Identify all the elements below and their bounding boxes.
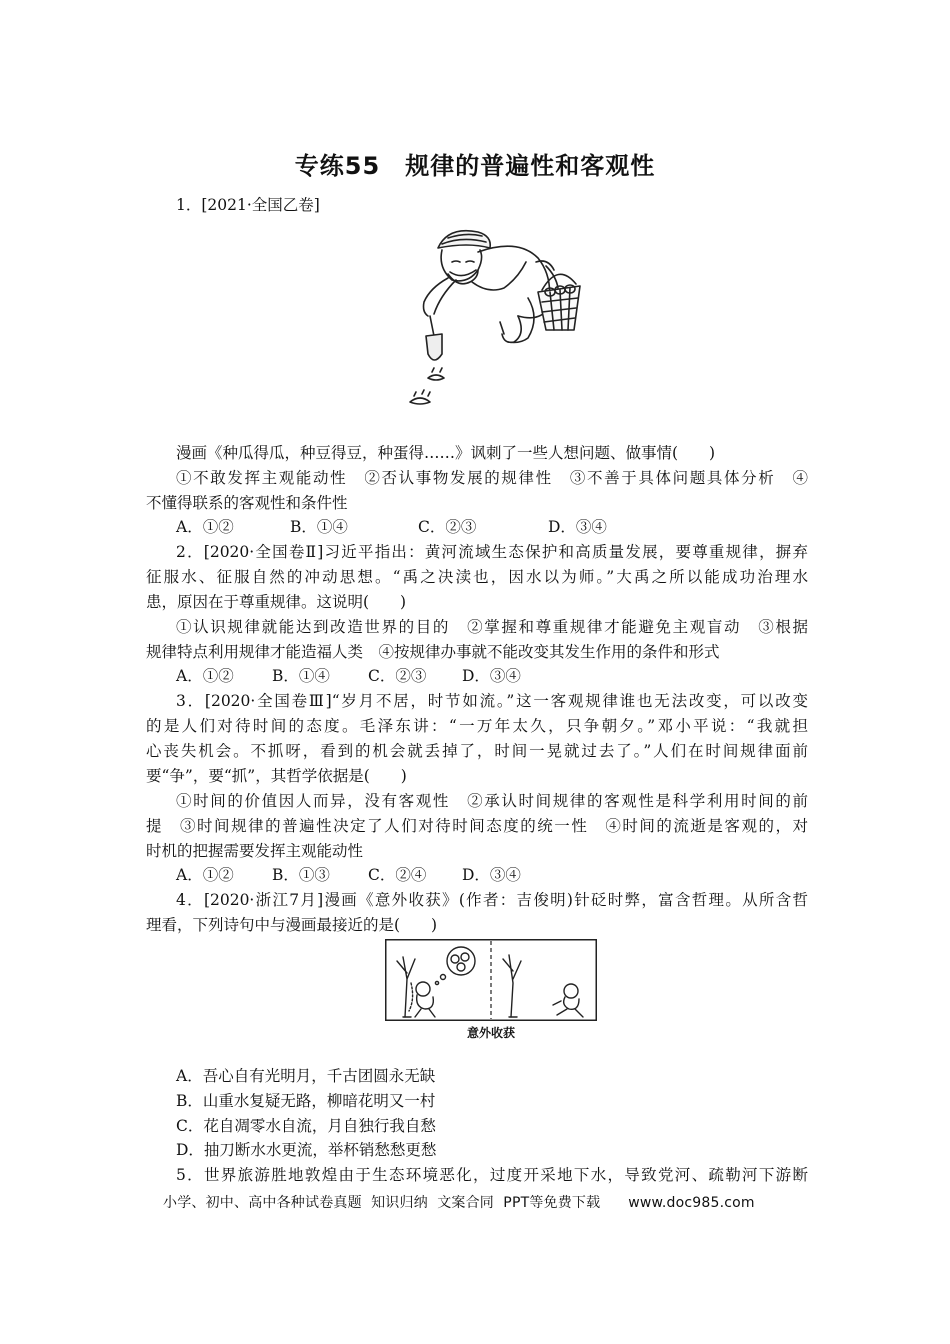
q1-items-line2: 不懂得联系的客观性和条件性	[146, 494, 348, 512]
page-title: 专练55 规律的普遍性和客观性	[294, 152, 656, 180]
q3-line4: 要“争”，要“抓”，其哲学依据是( )	[146, 767, 407, 785]
q4-line1: 4．[2020·浙江7月]漫画《意外收获》(作者：吉俊明)针砭时弊，富含哲理。从所含哲	[176, 891, 808, 909]
q3-option-d: D．③④	[462, 866, 521, 884]
q4-option-d: D．抽刀断水水更流，举杯销愁愁更愁	[176, 1141, 437, 1159]
q2-option-b: B．①④	[272, 667, 330, 685]
q2-items-line1: ①认识规律就能达到改造世界的目的 ②掌握和尊重规律才能避免主观盲动 ③根据	[176, 618, 808, 636]
cartoon-unexpected-harvest-image	[385, 939, 597, 1021]
q2-line1: 2．[2020·全国卷Ⅱ]习近平指出：黄河流域生态保护和高质量发展，要尊重规律，摒弃	[176, 543, 808, 561]
q1-option-c: C．②③	[418, 518, 477, 536]
q3-line1: 3．[2020·全国卷Ⅲ]“岁月不居，时节如流。”这一客观规律谁也无法改变，可以改变	[176, 692, 808, 710]
q4-option-c: C．花自凋零水自流，月自独行我自愁	[176, 1117, 436, 1135]
q3-items-line1: ①时间的价值因人而异，没有客观性 ②承认时间规律的客观性是科学利用时间的前	[176, 792, 808, 810]
q1-head: 1．[2021·全国乙卷]	[176, 196, 320, 214]
q3-items-line3: 时机的把握需要发挥主观能动性	[146, 842, 364, 860]
q1-option-b: B．①④	[290, 518, 348, 536]
q1-items-line1: ①不敢发挥主观能动性 ②否认事物发展的规律性 ③不善于具体问题具体分析 ④	[176, 469, 808, 487]
q5-line1: 5．世界旅游胜地敦煌由于生态环境恶化，过度开采地下水，导致党河、疏勒河下游断	[176, 1166, 808, 1184]
q3-option-b: B．①③	[272, 866, 330, 884]
q1-option-d: D．③④	[548, 518, 607, 536]
q4-line2: 理看，下列诗句中与漫画最接近的是( )	[146, 916, 438, 934]
q2-option-a: A．①②	[176, 667, 234, 685]
q1-option-a: A．①②	[176, 518, 234, 536]
page-footer: 小学、初中、高中各种试卷真题 知识归纳 文案合同 PPT等免费下载 www.doc985.com	[163, 1195, 755, 1211]
q1-stem: 漫画《种瓜得瓜，种豆得豆，种蛋得……》讽刺了一些人想问题、做事情( )	[176, 444, 716, 462]
q3-items-line2: 提 ③时间规律的普遍性决定了人们对待时间态度的统一性 ④时间的流逝是客观的，对	[146, 817, 808, 835]
q2-line3: 患，原因在于尊重规律。这说明( )	[146, 593, 407, 611]
q3-option-c: C．②④	[368, 866, 427, 884]
q2-option-d: D．③④	[462, 667, 521, 685]
q4-option-a: A．吾心自有光明月，千古团圆永无缺	[176, 1067, 436, 1085]
q4-option-b: B．山重水复疑无路，柳暗花明又一村	[176, 1092, 436, 1110]
cartoon-gardener-image	[408, 218, 588, 410]
q2-line2: 征服水、征服自然的冲动思想。“禹之决渎也，因水以为师。”大禹之所以能成功治理水	[146, 568, 808, 586]
q2-items-line2: 规律特点利用规律才能造福人类 ④按规律办事就不能改变其发生作用的条件和形式	[146, 643, 720, 661]
q3-line3: 心丧失机会。不抓呀，看到的机会就丢掉了，时间一晃就过去了。”人们在时间规律面前	[146, 742, 808, 760]
q3-option-a: A．①②	[176, 866, 234, 884]
q2-option-c: C．②③	[368, 667, 427, 685]
cartoon-caption: 意外收获	[466, 1026, 515, 1040]
q3-line2: 的是人们对待时间的态度。毛泽东讲：“一万年太久，只争朝夕。”邓小平说：“我就担	[146, 717, 808, 735]
